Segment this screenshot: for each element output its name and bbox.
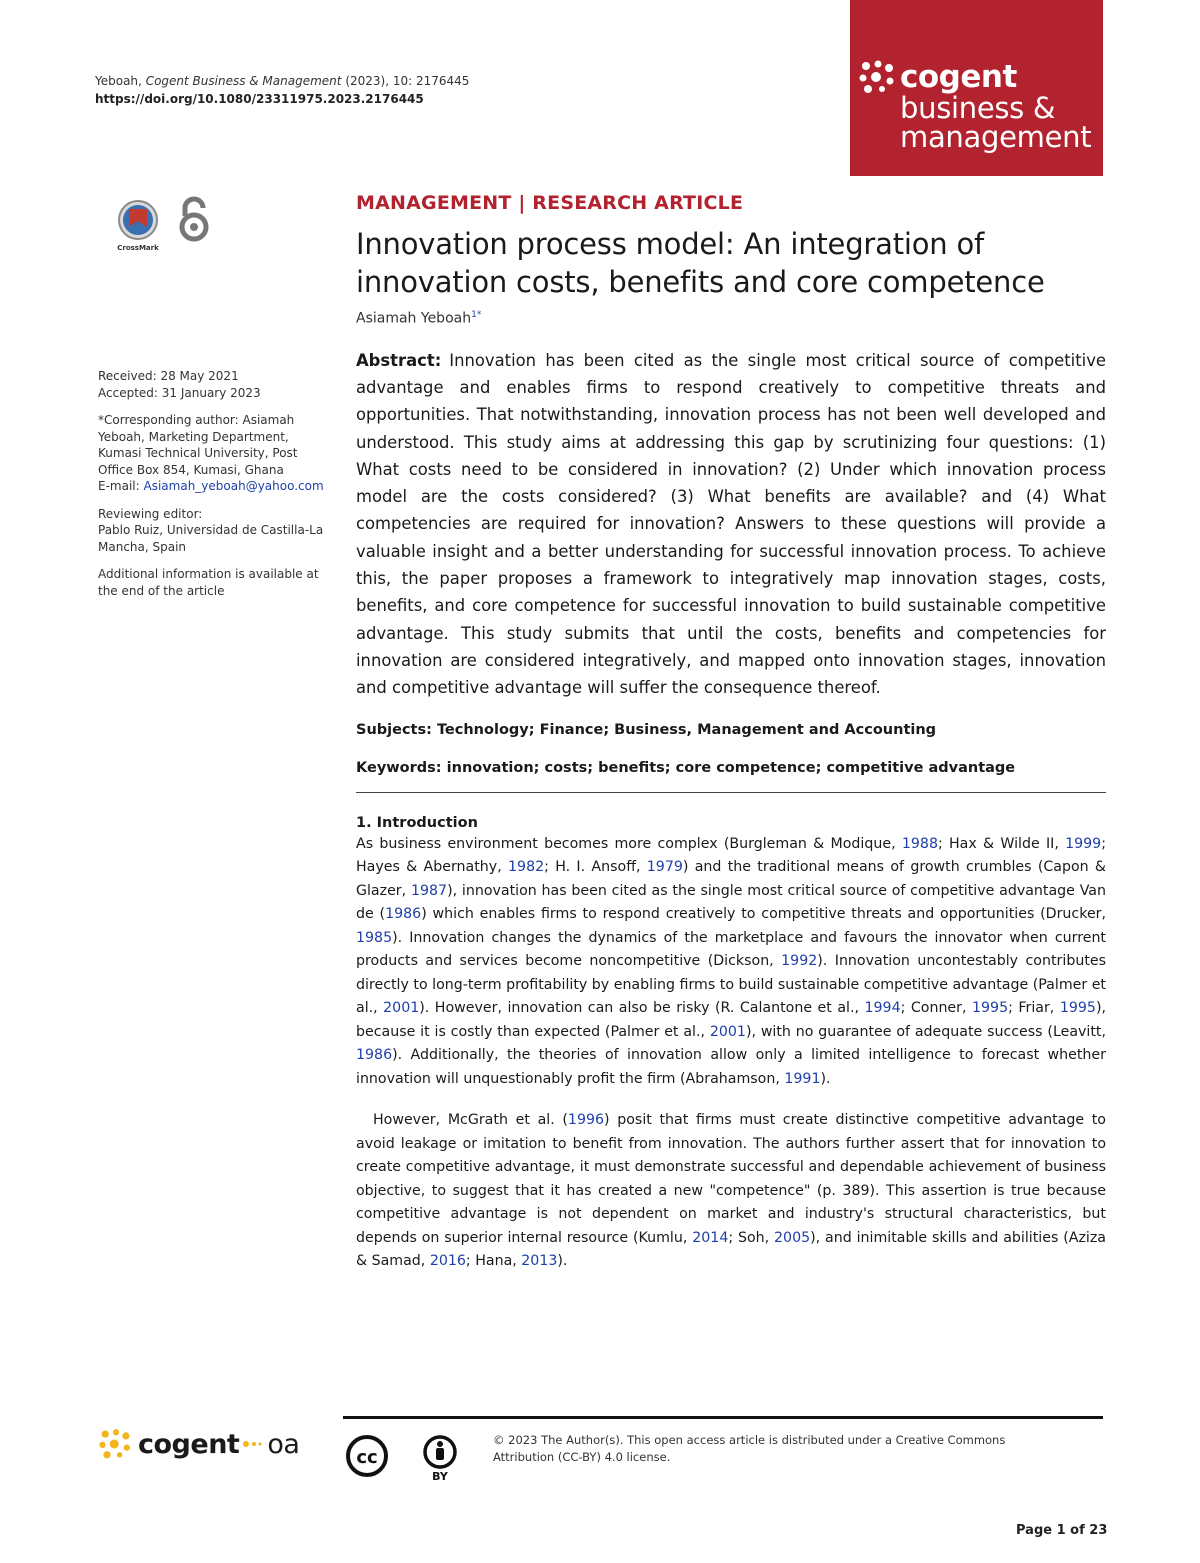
citation-link[interactable]: 2001 [709, 1023, 746, 1040]
citation-link[interactable]: 2013 [521, 1253, 558, 1270]
email-label: E-mail: [98, 479, 140, 493]
citation-header [95, 72, 469, 108]
by-label: BY [432, 1470, 448, 1482]
citation-link[interactable]: 1979 [646, 859, 683, 876]
open-access-icon [176, 196, 212, 242]
citation-link[interactable]: 1994 [864, 1000, 901, 1017]
cogent-logo-icon [98, 1428, 134, 1460]
received-date: Received: 28 May 2021 [98, 369, 239, 383]
cc-label: cc [356, 1447, 378, 1468]
citation-link[interactable]: 1992 [781, 953, 818, 970]
citation-link[interactable]: 1988 [901, 835, 938, 852]
abstract-text: Innovation has been cited as the single most critical source of competitive advantage and enables firms to respond creatively to competitive threats and opportunities. That notwithstanding, innovation process has not been well developed and understood. This study aims at addressing this gap by scrutinizing four questions: (1) What costs need to be considered in innovation? (2) Under which innovation process model are the costs considered? (3) What benefits are available? and (4) What competencies are required for innovation? Answers to these questions will provide a valuable insight and a better understanding for successful innovation process. To achieve this, the paper proposes a framework to integratively map innovation stages, costs, benefits, and core competence for successful innovation to build sustainable competitive advantage. This study submits that until the costs, benefits and competencies for innovation are considered integratively, and mapped onto innovation stages, innovation and competitive advantage will suffer the consequence thereof. [356, 350, 1106, 698]
intro-paragraph-2: However, McGrath et al. (1996) posit that firms must create distinctive competitive advantage to avoid leakage or imitation to benefit from innovation. The authors further assert that for innovation to create competitive advantage, it must demonstrate successful and dependable achievement of business objective, to suggest that it has created a new "competence" (p. 389). This assertion is true because competitive advantage is not dependent on market and industry's structural characteristics, but depends on superior internal resource (Kumlu, 2014; Soh, 2005), and inimitable skills and abilities (Aziza & Samad, 2016; Hana, 2013). [356, 1112, 1106, 1270]
citation-link[interactable]: 2016 [429, 1253, 466, 1270]
citation-link[interactable]: 1982 [508, 859, 545, 876]
citation-link[interactable]: 1991 [784, 1070, 821, 1087]
accepted-date: Accepted: 31 January 2023 [98, 385, 261, 400]
citation-link[interactable]: 1996 [567, 1112, 605, 1129]
brand-top [858, 60, 1103, 94]
brand-cogent: cogent [900, 58, 1017, 95]
journal-brand-block [850, 0, 1103, 176]
abstract [356, 347, 1106, 702]
connector-dots-icon [242, 1438, 264, 1450]
intro-paragraph-1: As business environment becomes more complex (Burgleman & Modique, 1988; Hax & Wilde II, 1999; Hayes & Abernathy, 1982; H. I. Ansoff, 1979) and the traditional means of growth crumbles (Capon & Glazer, 1987), innovation has been cited as the single most critical source of competitive advantage Van de (1986) which enables firms to respond creatively to competitive threats and opportunities (Drucker, 1985). Innovation changes the dynamics of the marketplace and favours the innovator when current products and services become noncompetitive (Dickson, 1992). Innovation uncontestably contributes directly to long-term profitability by enabling firms to build sustainable competitive advantage (Palmer et al., 2001). However, innovation can also be risky (R. Calantone et al., 1994; Conner, 1995; Friar, 1995), because it is costly than expected (Palmer et al., 2001), with no guarantee of adequate success (Leavitt, 1986). Additionally, the theories of innovation allow only a limited intelligence to forecast whether innovation will unquestionably profit the firm (Abrahamson, 1991). [356, 835, 1107, 1087]
footer-logo-cogent: cogent [138, 1428, 240, 1460]
citation-journal: Cogent Business & Management [145, 74, 342, 88]
article-sidebar [98, 368, 328, 599]
page-number: Page 1 of 23 [1016, 1523, 1108, 1538]
keywords-label: Keywords: [356, 759, 442, 776]
section-divider [356, 792, 1106, 793]
subjects-line [356, 720, 1106, 740]
citation-author: Yeboah, [95, 74, 142, 88]
license-icons[interactable] [345, 1434, 465, 1486]
citation-link[interactable]: 2005 [774, 1229, 811, 1246]
author-affiliation-marks[interactable]: 1* [471, 310, 482, 320]
subjects-label: Subjects: [356, 721, 432, 738]
footer-logo-oa: oa [267, 1428, 300, 1460]
doi-link[interactable]: https://doi.org/10.1080/23311975.2023.2176445 [95, 92, 424, 106]
keywords-line [356, 758, 1106, 778]
citation-link[interactable]: 2001 [383, 1000, 420, 1017]
crossmark-label: CrossMark [117, 244, 159, 252]
intro-heading: 1. Introduction [356, 814, 478, 831]
author-line [356, 305, 1106, 329]
brand-business: business & [900, 91, 1056, 125]
creative-commons-icon[interactable] [345, 1434, 465, 1482]
citation-link[interactable]: 2014 [692, 1229, 729, 1246]
citation-link[interactable]: 1986 [356, 1047, 393, 1064]
keywords-text: innovation; costs; benefits; core competence; competitive advantage [446, 759, 1016, 776]
footer-rule [343, 1416, 1103, 1419]
additional-info: Additional information is available at the end of the article [98, 567, 319, 598]
reviewing-editor: Pablo Ruiz, Universidad de Castilla-La Mancha, Spain [98, 523, 324, 554]
citation-link[interactable]: 1987 [410, 882, 448, 899]
subjects-text: Technology; Finance; Business, Management and Accounting [436, 721, 937, 738]
citation-link[interactable]: 1999 [1065, 835, 1102, 852]
brand-management: management [900, 120, 1092, 154]
email-link[interactable]: Asiamah_yeboah@yahoo.com [143, 479, 324, 493]
citation-link[interactable]: 1985 [356, 929, 393, 946]
section-label: MANAGEMENT | RESEARCH ARTICLE [356, 192, 744, 214]
citation-line [95, 72, 469, 90]
reviewing-label: Reviewing editor: [98, 506, 203, 521]
abstract-label: Abstract: [356, 350, 442, 370]
cogent-logo-icon [858, 60, 898, 94]
email-line [98, 478, 328, 495]
citation-link[interactable]: 1995 [972, 1000, 1009, 1017]
author-name: Asiamah Yeboah [356, 310, 472, 327]
cogent-oa-logo [98, 1428, 299, 1460]
license-text: © 2023 The Author(s). This open access article is distributed under a Creative Commons Attribution (CC-BY) 4.0 license. [493, 1433, 1006, 1464]
citation-link[interactable]: 1995 [1059, 1000, 1096, 1017]
crossmark-icon[interactable] [116, 198, 160, 254]
citation-volume: (2023), 10: 2176445 [345, 74, 470, 88]
article-main [356, 191, 1106, 1274]
corresponding-author: *Corresponding author: Asiamah Yeboah, Marketing Department, Kumasi Technical University, Post Office Box 854, Kumasi, Ghana [98, 413, 298, 477]
citation-link[interactable]: 1986 [385, 906, 422, 923]
article-title: Innovation process model: An integration of innovation costs, benefits and core competence [356, 227, 1045, 299]
